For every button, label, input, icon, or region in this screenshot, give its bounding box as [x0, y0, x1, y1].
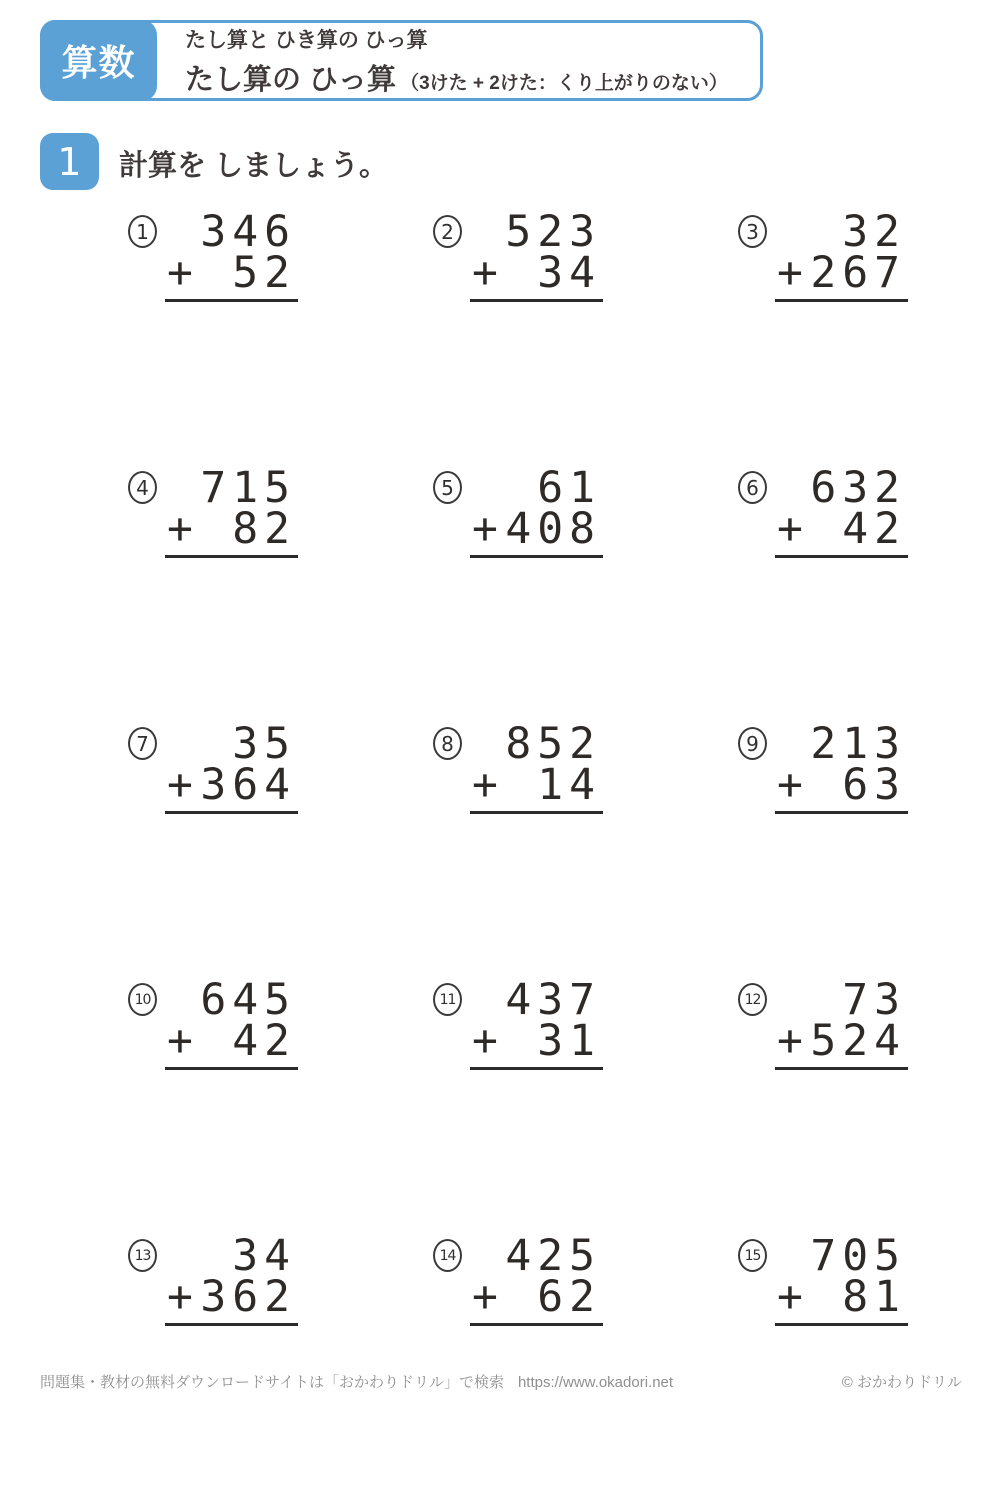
addend-top: 35: [232, 719, 296, 769]
addend-bottom: 63: [842, 760, 906, 810]
answer-line: [470, 555, 603, 558]
worksheet-title-row: [185, 57, 728, 98]
problem-cell: [433, 463, 738, 724]
column-addition: [165, 1231, 298, 1326]
answer-line: [775, 299, 908, 302]
problem-number-badge: 9: [738, 727, 767, 760]
problem-cell: [738, 463, 1000, 724]
addend-top: 425: [505, 1231, 601, 1281]
answer-line: [470, 811, 603, 814]
addend-top: 715: [200, 463, 296, 513]
addend-top: 852: [505, 719, 601, 769]
addend-bottom: 42: [842, 504, 906, 554]
plus-operator: +: [472, 1272, 498, 1322]
plus-operator: +: [167, 760, 193, 810]
plus-operator: +: [472, 1016, 498, 1066]
column-addition: [470, 719, 603, 814]
plus-operator: +: [472, 760, 498, 810]
answer-line: [775, 1323, 908, 1326]
problem-cell: [433, 975, 738, 1236]
plus-operator: +: [167, 1272, 193, 1322]
addend-bottom: 31: [537, 1016, 601, 1066]
problem-number-badge: 13: [128, 1239, 157, 1272]
problem-number-badge: 6: [738, 471, 767, 504]
column-addition: [775, 207, 908, 302]
section-number-badge: 1: [40, 133, 99, 190]
answer-line: [165, 299, 298, 302]
problem-cell: [128, 207, 433, 468]
column-addition: [470, 207, 603, 302]
column-addition: [470, 463, 603, 558]
answer-line: [775, 811, 908, 814]
plus-operator: +: [777, 1016, 803, 1066]
worksheet-title-note: （3けた + 2けた：くり上がりのない）: [400, 72, 728, 94]
answer-line: [165, 1067, 298, 1070]
addend-top: 346: [200, 207, 296, 257]
worksheet-header: [40, 20, 763, 101]
problem-number-badge: 5: [433, 471, 462, 504]
plus-operator: +: [777, 760, 803, 810]
column-addition: [775, 1231, 908, 1326]
addend-top: 34: [232, 1231, 296, 1281]
addend-top: 705: [810, 1231, 906, 1281]
column-addition: [775, 463, 908, 558]
title-block: [185, 23, 728, 98]
problem-number-badge: 1: [128, 215, 157, 248]
column-addition: [775, 975, 908, 1070]
addend-bottom: 34: [537, 248, 601, 298]
column-addition: [470, 1231, 603, 1326]
problem-cell: [738, 1231, 1000, 1492]
problem-number-badge: 2: [433, 215, 462, 248]
problem-number-badge: 15: [738, 1239, 767, 1272]
footer-left: [40, 1371, 673, 1392]
answer-line: [470, 299, 603, 302]
worksheet-title: たし算の ひっ算: [185, 63, 397, 96]
section-instruction: 計算を しましょう。: [119, 150, 389, 182]
answer-line: [775, 1067, 908, 1070]
addend-bottom: 82: [232, 504, 296, 554]
column-addition: [470, 975, 603, 1070]
answer-line: [165, 555, 298, 558]
problem-cell: [128, 1231, 433, 1492]
addend-bottom: 62: [537, 1272, 601, 1322]
addend-top: 73: [842, 975, 906, 1025]
answer-line: [775, 555, 908, 558]
problem-cell: [433, 719, 738, 980]
footer-site-text: 問題集・教材の無料ダウンロードサイトは「おかわりドリル」で検索: [40, 1374, 504, 1391]
addend-bottom: 408: [505, 504, 601, 554]
column-addition: [775, 719, 908, 814]
problem-number-badge: 11: [433, 983, 462, 1016]
addend-top: 32: [842, 207, 906, 257]
problem-cell: [433, 1231, 738, 1492]
addend-bottom: 524: [810, 1016, 906, 1066]
plus-operator: +: [777, 504, 803, 554]
worksheet-category: たし算と ひき算の ひっ算: [185, 28, 428, 52]
plus-operator: +: [472, 248, 498, 298]
problem-cell: [433, 207, 738, 468]
problem-number-badge: 3: [738, 215, 767, 248]
problem-number-badge: 8: [433, 727, 462, 760]
column-addition: [165, 975, 298, 1070]
addend-bottom: 364: [200, 760, 296, 810]
problem-cell: [128, 719, 433, 980]
column-addition: [165, 207, 298, 302]
addend-bottom: 42: [232, 1016, 296, 1066]
page-footer: [40, 1371, 962, 1392]
plus-operator: +: [777, 1272, 803, 1322]
addend-top: 645: [200, 975, 296, 1025]
answer-line: [470, 1323, 603, 1326]
footer-url: https://www.okadori.net: [517, 1374, 674, 1391]
addend-top: 632: [810, 463, 906, 513]
addend-top: 61: [537, 463, 601, 513]
column-addition: [165, 719, 298, 814]
plus-operator: +: [167, 504, 193, 554]
problem-number-badge: 10: [128, 983, 157, 1016]
addend-bottom: 81: [842, 1272, 906, 1322]
addend-top: 213: [810, 719, 906, 769]
problem-cell: [128, 463, 433, 724]
footer-copyright: © おかわりドリル: [841, 1374, 962, 1391]
addend-top: 523: [505, 207, 601, 257]
answer-line: [470, 1067, 603, 1070]
plus-operator: +: [167, 1016, 193, 1066]
addition-problems-grid: [128, 207, 1000, 1492]
problem-cell: [738, 207, 1000, 468]
problem-cell: [128, 975, 433, 1236]
problem-cell: [738, 719, 1000, 980]
plus-operator: +: [472, 504, 498, 554]
addend-bottom: 267: [810, 248, 906, 298]
subject-badge: 算数: [40, 20, 157, 101]
problem-number-badge: 14: [433, 1239, 462, 1272]
problem-cell: [738, 975, 1000, 1236]
addend-bottom: 52: [232, 248, 296, 298]
plus-operator: +: [777, 248, 803, 298]
addend-bottom: 14: [537, 760, 601, 810]
column-addition: [165, 463, 298, 558]
answer-line: [165, 811, 298, 814]
plus-operator: +: [167, 248, 193, 298]
problem-number-badge: 4: [128, 471, 157, 504]
problem-number-badge: 7: [128, 727, 157, 760]
addend-bottom: 362: [200, 1272, 296, 1322]
problem-number-badge: 12: [738, 983, 767, 1016]
answer-line: [165, 1323, 298, 1326]
addend-top: 437: [505, 975, 601, 1025]
